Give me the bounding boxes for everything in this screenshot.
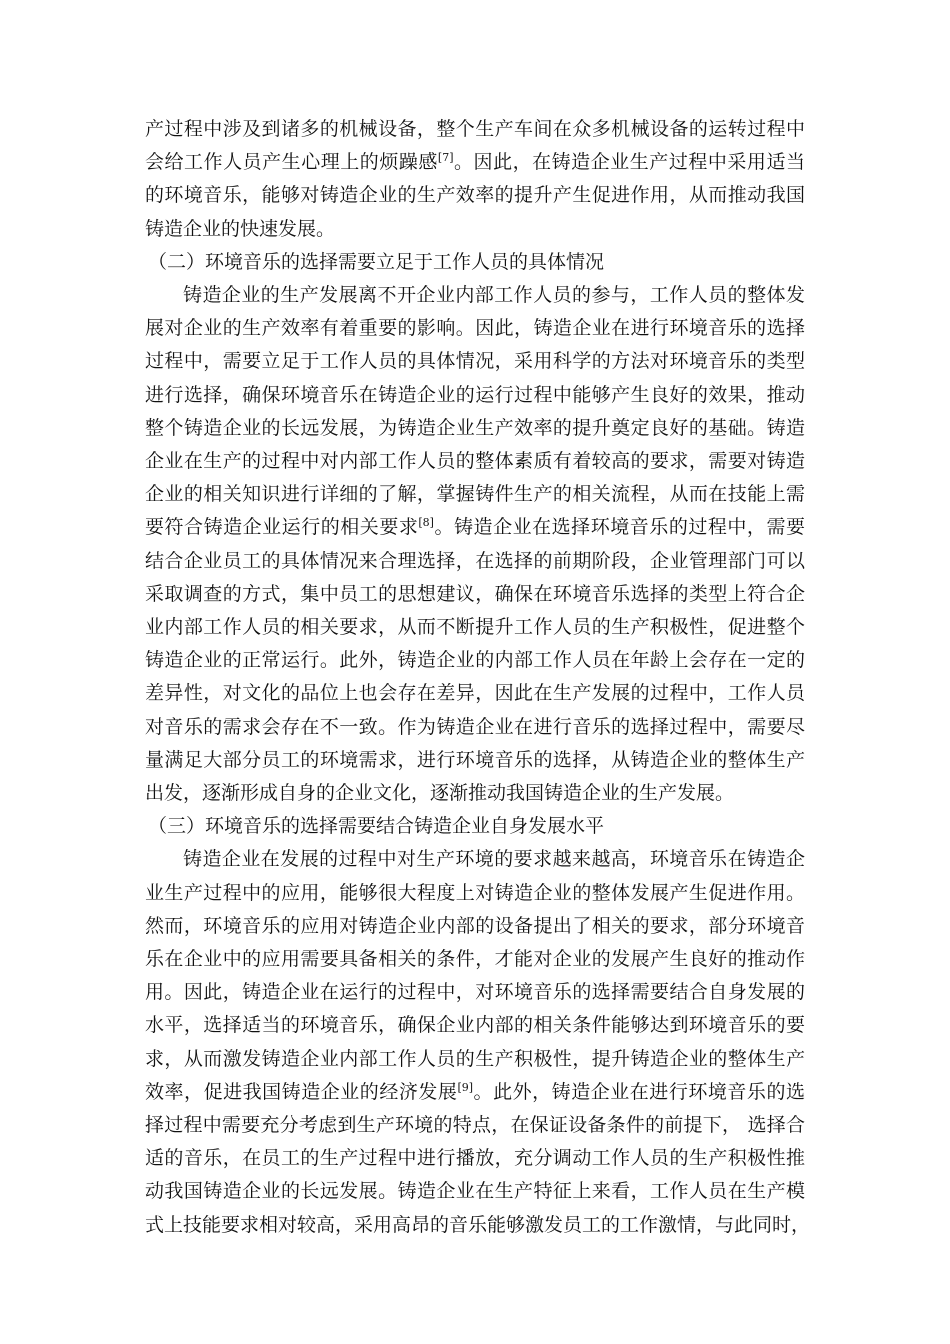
- paragraph-line: [145, 112, 805, 146]
- line-text: 展对企业的生产效率有着重要的影响。因此，铸造企业在进行环境音乐的选择: [145, 317, 805, 340]
- line-text: 要符合铸造企业运行的相关要求: [145, 516, 419, 539]
- paragraph-line: [145, 378, 805, 412]
- citation-marker: [7]: [437, 151, 454, 165]
- line-text-continued: 。此外，铸造企业在进行环境音乐的选: [473, 1080, 805, 1103]
- line-text: 乐在企业中的应用需要具备相关的条件，才能对企业的发展产生良好的推动作: [145, 948, 805, 970]
- paragraph-line: [183, 842, 805, 876]
- paragraph-line: [183, 278, 805, 312]
- paragraph-line: [145, 942, 805, 976]
- paragraph-line: [145, 344, 805, 378]
- line-text: （二）环境音乐的选择需要立足于工作人员的具体情况: [148, 250, 605, 273]
- line-text: 的环境音乐，能够对铸造企业的生产效率的提升产生促进作用，从而推动我国: [145, 184, 805, 207]
- paragraph-line: [145, 510, 805, 544]
- paragraph-line: [145, 676, 805, 710]
- section-heading: [148, 245, 788, 279]
- line-text: 结合企业员工的具体情况来合理选择，在选择的前期阶段，企业管理部门可以: [145, 549, 805, 572]
- paragraph-line: [145, 743, 805, 777]
- line-text: 求，从而激发铸造企业内部工作人员的生产积极性，提升铸造企业的整体生产: [145, 1047, 805, 1070]
- paragraph-line: [145, 710, 805, 744]
- line-text: 效率，促进我国铸造企业的经济发展: [145, 1080, 458, 1103]
- citation-marker: [8]: [418, 516, 434, 530]
- line-text-continued: 。因此，在铸造企业生产过程中采用适当: [453, 151, 805, 174]
- paragraph-line: [145, 145, 805, 179]
- line-text: 量满足大部分员工的环境需求，进行环境音乐的选择，从铸造企业的整体生产: [145, 748, 805, 771]
- paragraph-line: [145, 610, 805, 644]
- line-text: 出发，逐渐形成自身的企业文化，逐渐推动我国铸造企业的生产发展。: [145, 782, 735, 804]
- line-text: 差异性，对文化的品位上也会存在差异，因此在生产发展的过程中，工作人员: [145, 682, 805, 705]
- line-text-continued: 。铸造企业在选择环境音乐的过程中，需要: [433, 516, 805, 539]
- line-text: 择过程中需要充分考虑到生产环境的特点，在保证设备条件的前提下， 选择合: [145, 1114, 805, 1136]
- paragraph-line: [145, 643, 805, 677]
- paragraph-line: [145, 1008, 805, 1042]
- line-text: 对音乐的需求会存在不一致。作为铸造企业在进行音乐的选择过程中，需要尽: [145, 715, 805, 738]
- paragraph-line: [145, 178, 805, 212]
- section-heading: [148, 809, 788, 843]
- line-text: 用。因此，铸造企业在运行的过程中，对环境音乐的选择需要结合自身发展的: [145, 981, 805, 1004]
- paragraph-line: [145, 212, 805, 246]
- line-text: 然而，环境音乐的应用对铸造企业内部的设备提出了相关的要求，部分环境音: [145, 914, 805, 937]
- paragraph-line: [145, 1108, 805, 1142]
- paragraph-line: [145, 311, 805, 345]
- line-text: 铸造企业在发展的过程中对生产环境的要求越来越高，环境音乐在铸造企: [183, 848, 805, 871]
- paragraph-line: [145, 909, 805, 943]
- paragraph-line: [145, 1174, 805, 1208]
- line-text: 会给工作人员产生心理上的烦躁感: [145, 151, 438, 174]
- line-text: 进行选择，确保环境音乐在铸造企业的运行过程中能够产生良好的效果，推动: [145, 383, 805, 406]
- line-text: 采取调查的方式，集中员工的思想建议，确保在环境音乐选择的类型上符合企: [145, 582, 805, 605]
- citation-marker: [9]: [457, 1080, 474, 1094]
- line-text: 铸造企业的正常运行。此外，铸造企业的内部工作人员在年龄上会存在一定的: [145, 649, 805, 672]
- paragraph-line: [145, 1042, 805, 1076]
- paragraph-line: [145, 577, 805, 611]
- line-text: 业生产过程中的应用，能够很大程度上对铸造企业的整体发展产生促进作用。: [145, 881, 805, 904]
- paragraph-line: [145, 477, 805, 511]
- line-text: 整个铸造企业的长远发展，为铸造企业生产效率的提升奠定良好的基础。铸造: [145, 416, 805, 439]
- line-text: 水平，选择适当的环境音乐，确保企业内部的相关条件能够达到环境音乐的要: [145, 1014, 805, 1037]
- paragraph-line: [145, 1075, 805, 1109]
- line-text: 过程中，需要立足于工作人员的具体情况，采用科学的方法对环境音乐的类型: [145, 350, 805, 373]
- line-text: 产过程中涉及到诸多的机械设备，整个生产车间在众多机械设备的运转过程中: [145, 118, 805, 140]
- line-text: 企业在生产的过程中对内部工作人员的整体素质有着较高的要求，需要对铸造: [145, 450, 805, 472]
- line-text: 式上技能要求相对较高，采用高昂的音乐能够激发员工的工作激情，与此同时，: [145, 1213, 811, 1236]
- paragraph-line: [145, 544, 805, 578]
- paragraph-line: [145, 776, 805, 810]
- line-text: 铸造企业的生产发展离不开企业内部工作人员的参与，工作人员的整体发: [183, 284, 805, 306]
- line-text: 动我国铸造企业的长远发展。铸造企业在生产特征上来看，工作人员在生产模: [145, 1180, 805, 1203]
- line-text: 适的音乐，在员工的生产过程中进行播放，充分调动工作人员的生产积极性推: [145, 1147, 805, 1170]
- line-text: （三）环境音乐的选择需要结合铸造企业自身发展水平: [148, 815, 605, 838]
- paragraph-line: [145, 1208, 811, 1242]
- paragraph-line: [145, 1141, 805, 1175]
- line-text: 业内部工作人员的相关要求，从而不断提升工作人员的生产积极性，促进整个: [145, 616, 805, 638]
- paragraph-line: [145, 876, 805, 910]
- paragraph-line: [145, 975, 805, 1009]
- line-text: 企业的相关知识进行详细的了解，掌握铸件生产的相关流程，从而在技能上需: [145, 483, 805, 506]
- line-text: 铸造企业的快速发展。: [145, 217, 336, 240]
- paragraph-line: [145, 444, 805, 478]
- paragraph-line: [145, 411, 805, 445]
